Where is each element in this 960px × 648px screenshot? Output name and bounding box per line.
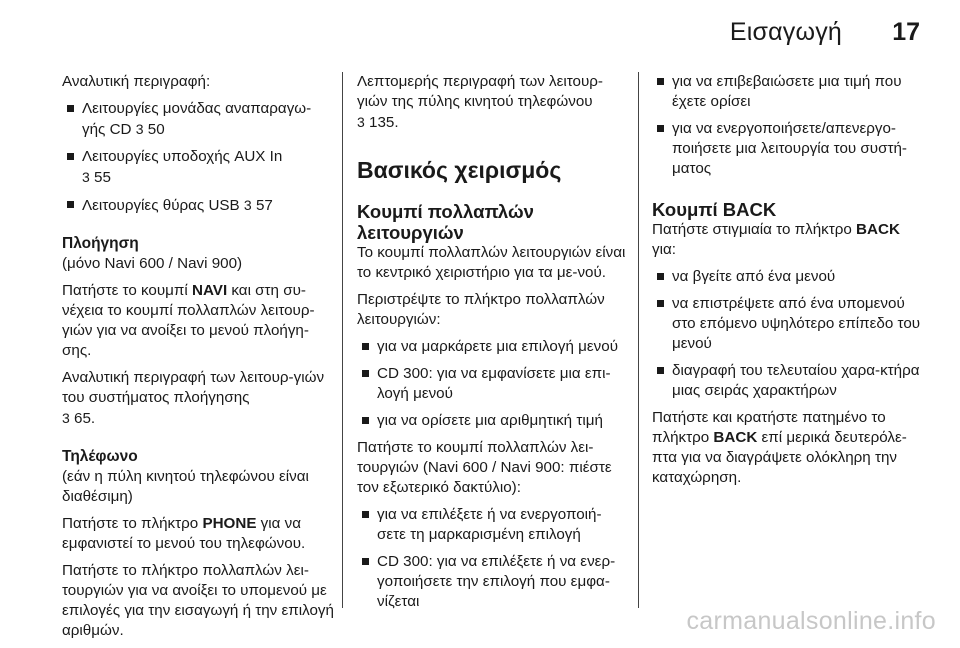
nav-paragraph-2: Αναλυτική περιγραφή των λειτουρ-γιών του συστήματος πλοήγησης 3 65. (62, 369, 325, 427)
page-title: Εισαγωγή (729, 18, 842, 46)
list-item (62, 147, 334, 188)
sub-heading: Κουμπί πολλαπλών λειτουργιών (357, 201, 534, 243)
page-ref-arrow-icon: 3 (62, 410, 70, 426)
phone-paragraph-2: Πατήστε το πλήκτρο πολλαπλών λει-τουργιών για να ανοίξει το υπομενού με επιλογές για την εισαγωγή ή την επιλογή αριθμών. (62, 562, 334, 639)
intro-text: Αναλυτική περιγραφή: (62, 73, 211, 90)
list-item-text: Λειτουργίες υποδοχής AUX In (82, 148, 283, 165)
column-middle (357, 72, 629, 619)
page-number: 17 (892, 18, 920, 46)
list-item: CD 300: για να εμφανίσετε μια επι-λογή μενού (357, 364, 629, 404)
nav-note: (μόνο Navi 600 / Navi 900) (62, 255, 243, 272)
list-item-text: Λειτουργίες θύρας USB (82, 197, 240, 214)
page-ref: 55 (94, 169, 111, 186)
list-item: διαγραφή του τελευταίου χαρα-κτήρα μιας σειράς χαρακτήρων (652, 361, 924, 401)
paragraph: Περιστρέψτε το πλήκτρο πολλαπλών λειτουργιών: (357, 291, 605, 328)
key-label: NAVI (192, 282, 228, 299)
page-header (0, 0, 960, 64)
list-item: για να μαρκάρετε μια επιλογή μενού (357, 337, 629, 357)
page-ref: 50 (147, 121, 165, 138)
list-item-text: Λειτουργίες μονάδας αναπαραγω-γής CD (82, 100, 312, 138)
phone-detail-text: Λεπτομερής περιγραφή των λειτουρ-γιών της πύλης κινητού τηλεφώνου 3 135. (357, 73, 603, 131)
list-item: για να ενεργοποιήσετε/απενεργο-ποιήσετε μια λειτουργία του συστή-ματος (652, 119, 924, 179)
paragraph: Το κουμπί πολλαπλών λειτουργιών είναι το κεντρικό χειριστήριο για τα με-νού. (357, 244, 626, 281)
page-ref: 135. (369, 114, 399, 131)
column-divider-right (638, 72, 639, 608)
list-item: για να επιβεβαιώσετε μια τιμή που έχετε ορίσει (652, 72, 924, 112)
main-heading: Βασικός χειρισμός (357, 157, 562, 183)
watermark: carmanualsonline.info (686, 607, 936, 635)
column-right (652, 72, 924, 495)
key-label: PHONE (202, 515, 257, 532)
page-ref-arrow-icon: 3 (357, 114, 365, 130)
paragraph: Πατήστε και κρατήστε πατημένο το πλήκτρο BACK επί μερικά δευτερόλε-πτα για να διαγράψετε ολόκληρη την καταχώρηση. (652, 409, 907, 486)
page-ref: 57 (255, 197, 273, 214)
list-item: CD 300: για να επιλέξετε ή να ενερ-γοποιήσετε την επιλογή που εμφα-νίζεται (357, 552, 629, 612)
paragraph: Πατήστε το κουμπί πολλαπλών λει-τουργιών (Navi 600 / Navi 900: πιέστε τον εξωτερικό δακτύλιο): (357, 439, 612, 496)
section-heading-phone: Τηλέφωνο (62, 448, 138, 465)
phone-note: (εάν η πύλη κινητού τηλεφώνου είναι διαθέσιμη) (62, 468, 309, 505)
page-ref-arrow-icon: 3 (135, 121, 144, 137)
list-item: να επιστρέψετε από ένα υπομενού στο επόμενο υψηλότερο επίπεδο του μενού (652, 294, 924, 354)
list-item: να βγείτε από ένα μενού (652, 267, 924, 287)
nav-paragraph: Πατήστε το κουμπί NAVI και στη συ-νέχεια το κουμπί πολλαπλών λειτουρ-γιών για να ανοίξει το μενού πλοήγη-σης. (62, 282, 315, 359)
column-left (62, 72, 334, 648)
key-label: BACK (856, 221, 900, 238)
section-heading-navigation: Πλοήγηση (62, 235, 139, 252)
back-button-heading: Κουμπί BACK (652, 199, 777, 220)
page-ref-arrow-icon: 3 (82, 169, 90, 185)
page-ref-arrow-icon: 3 (243, 197, 252, 213)
page-ref: 65. (74, 410, 96, 427)
list-item (62, 195, 334, 216)
list-item: για να επιλέξετε ή να ενεργοποιή-σετε τη μαρκαρισμένη επιλογή (357, 505, 629, 545)
paragraph: Πατήστε στιγμιαία το πλήκτρο BACK για: (652, 221, 900, 258)
column-divider-left (342, 72, 343, 608)
list-item: για να ορίσετε μια αριθμητική τιμή (357, 411, 629, 431)
list-item (62, 99, 334, 140)
phone-paragraph: Πατήστε το πλήκτρο PHONE για να εμφανιστεί το μενού του τηλεφώνου. (62, 515, 306, 552)
key-label: BACK (713, 429, 758, 446)
